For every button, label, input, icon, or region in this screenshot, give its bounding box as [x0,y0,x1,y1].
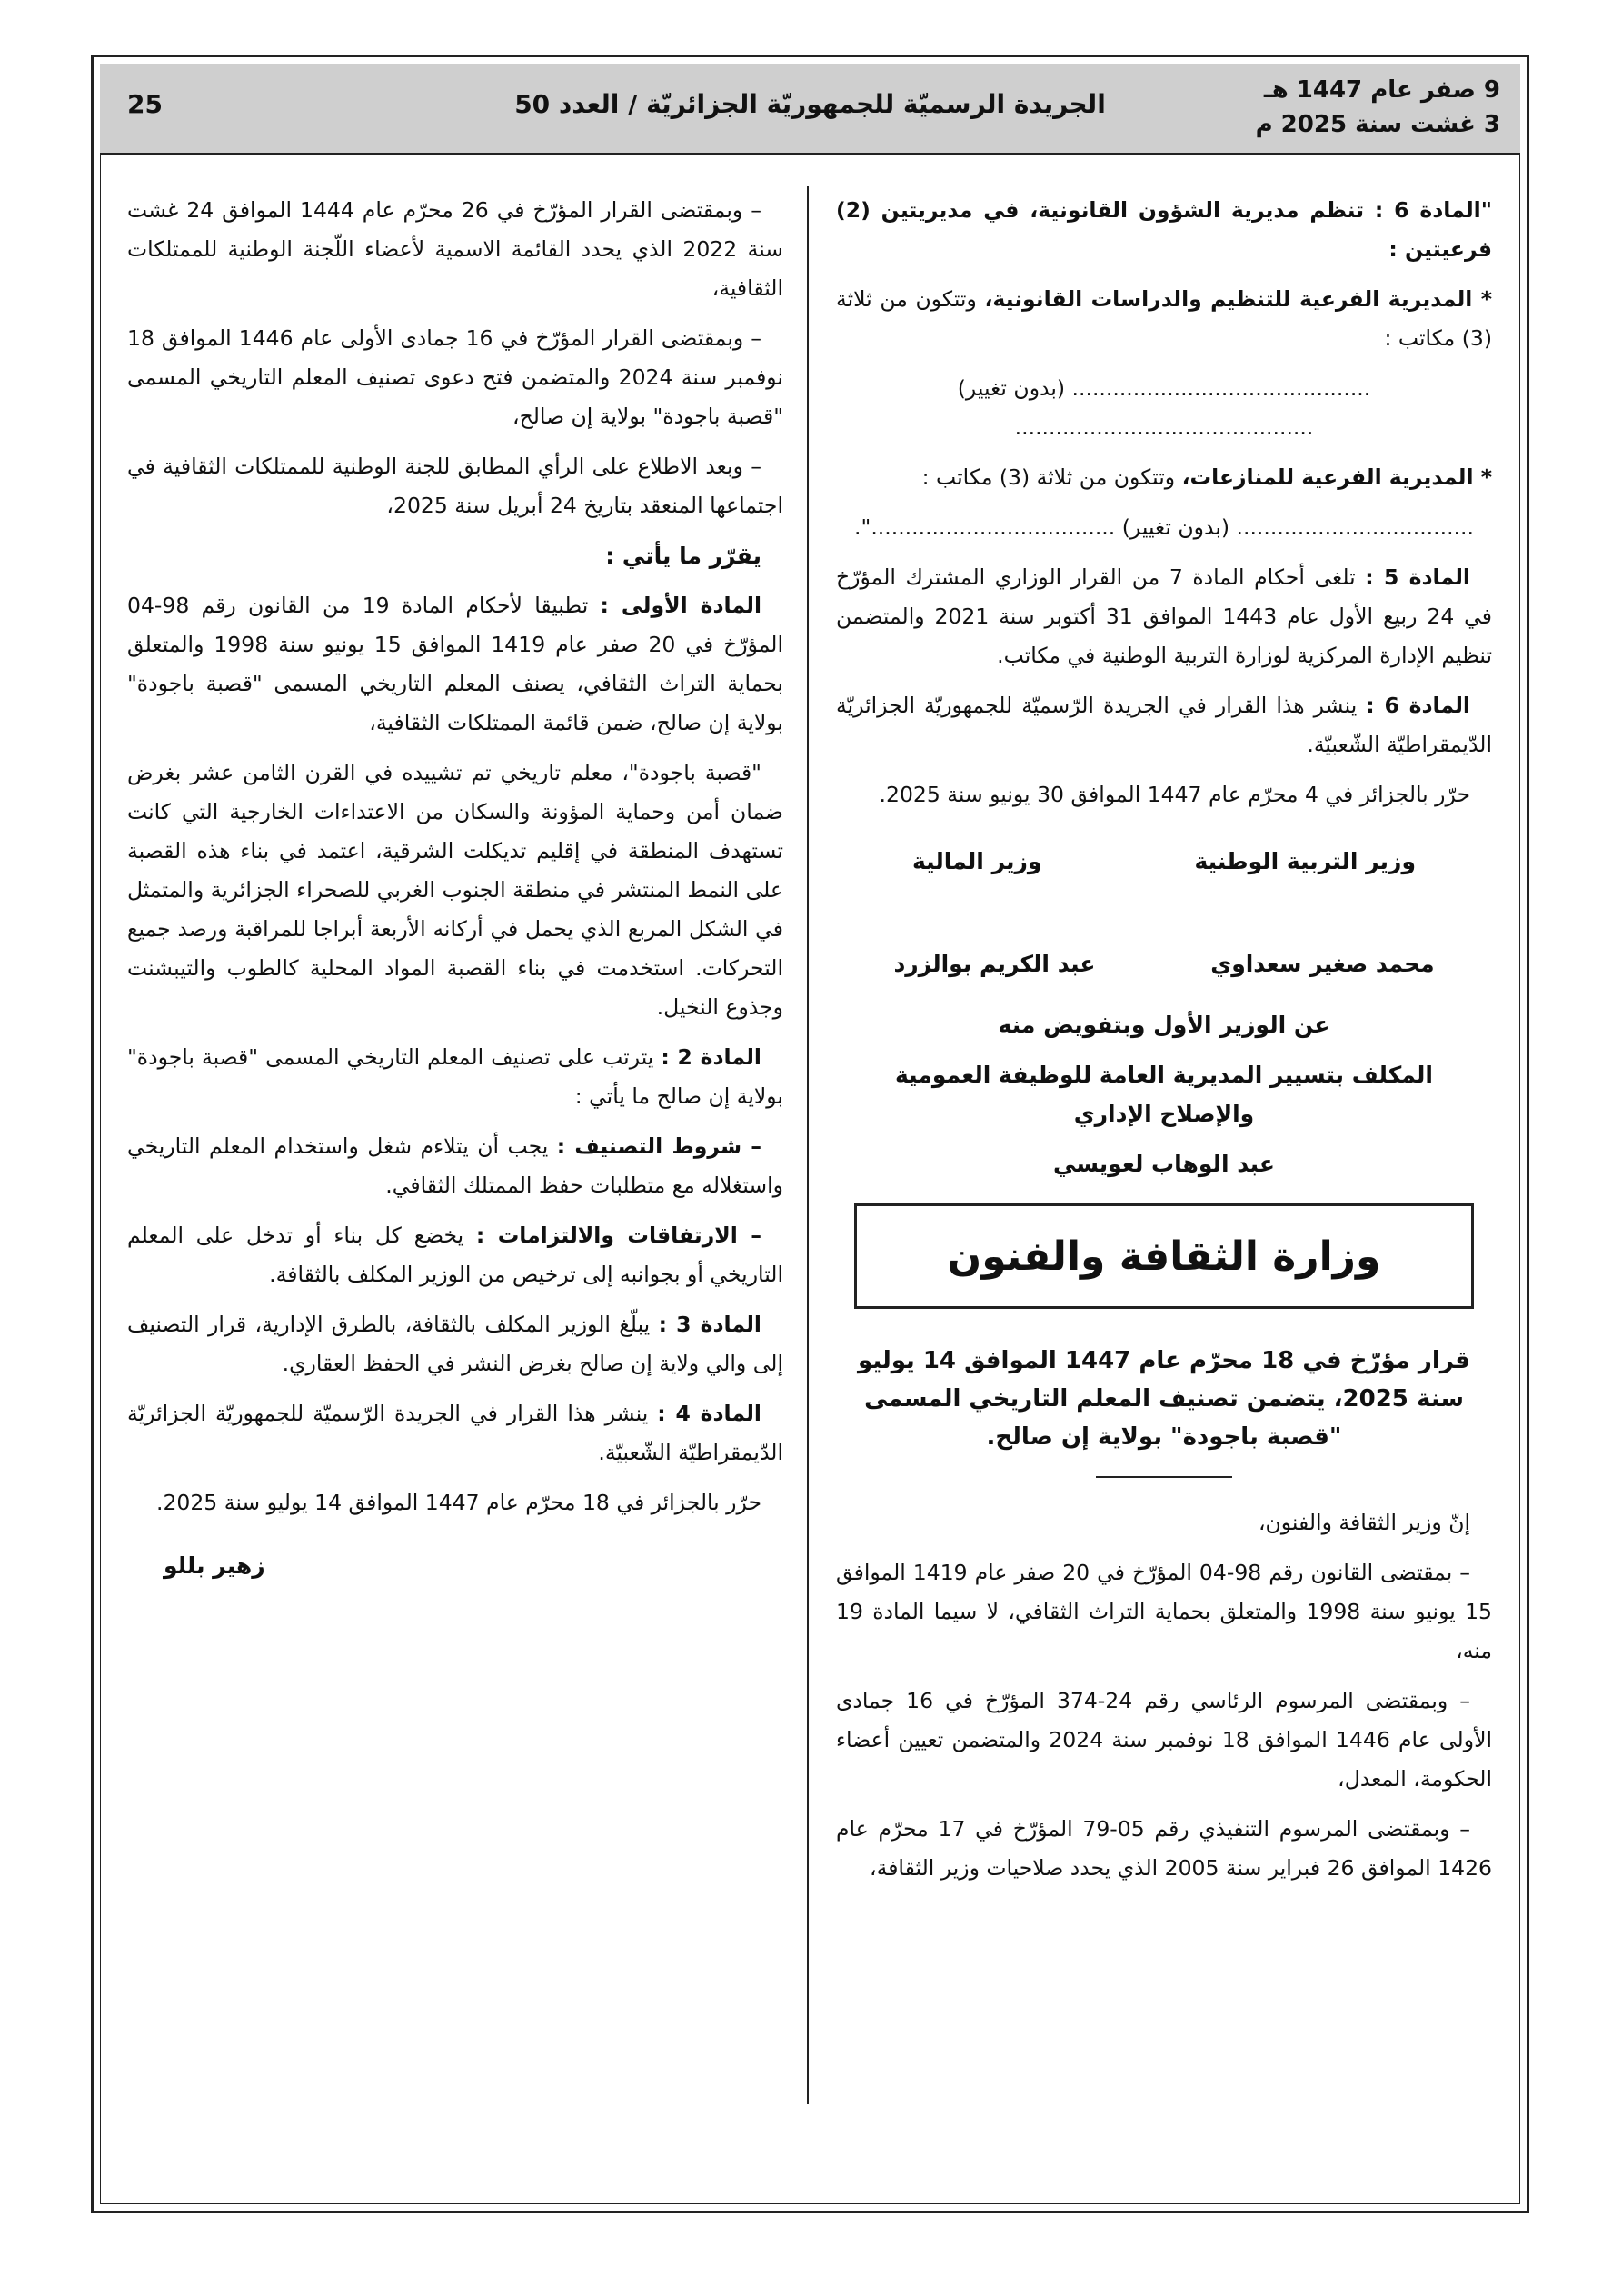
ministry-heading-box [854,1203,1474,1309]
journal-title: الجريدة الرسميّة للجمهوريّة الجزائريّة / العدد 50 [514,89,1106,119]
article-2 [127,1038,783,1116]
article-3-label: المادة 3 : [658,1312,761,1337]
minister-names [836,944,1492,983]
left-column [127,191,783,1585]
gregorian-date: 3 غشت سنة 2025 م [1255,111,1500,138]
article-4 [127,1394,783,1472]
signer-name: زهير بللو [164,1552,265,1579]
article-3-text: يبلّغ الوزير المكلف بالثقافة، بالطرق الإدارية، قرار التصنيف إلى والي ولاية إن صالح بغرض النشر في الحفظ العقاري. [127,1312,783,1376]
visa-4: – وبمقتضى القرار المؤرّخ في 26 محرّم عام 1444 الموافق 24 غشت سنة 2022 الذي يحدد القائمة الاسمية لأعضاء اللّجنة الوطنية للممتلكات الثقافية، [127,197,784,301]
minister-education-name: محمد صغير سعداوي [1210,951,1435,977]
decides-heading: يقرّر ما يأتي : [605,543,761,569]
sub-directorate-1 [836,280,1492,358]
minister-finance-name: عبد الكريم بوالزرد [893,951,1096,977]
right-column [836,191,1492,1899]
article-1-label: المادة الأولى : [600,593,761,618]
sub-directorate-2 [836,458,1492,497]
minister-finance-title: وزير المالية [912,848,1042,874]
servitudes-text: يخضع كل بناء أو تدخل على المعلم التاريخي أو بجوانبه إلى ترخيص من الوزير المكلف بالثقافة. [127,1223,783,1287]
visa-3: – وبمقتضى المرسوم التنفيذي رقم 05-79 المؤرّخ في 17 محرّم عام 1426 الموافق 26 فبراير سنة 2005 الذي يحدد صلاحيات وزير الثقافة، [836,1816,1492,1881]
article-5-label: المادة 5 : [1365,564,1470,590]
delegate-name: عبد الوهاب لعويسي [1053,1151,1275,1177]
article-6-text: ينشر هذا القرار في الجريدة الرّسميّة للجمهوريّة الجزائريّة الدّيمقراطيّة الشّعبيّة. [836,693,1492,757]
sub-directorate-2-text: وتتكون من ثلاثة (3) مكاتب : [921,464,1182,490]
article-4-text: ينشر هذا القرار في الجريدة الرّسميّة للجمهوريّة الجزائريّة الدّيمقراطيّة الشّعبيّة. [127,1401,783,1465]
conditions-label: – شروط التصنيف : [556,1133,762,1159]
article-1 [127,586,783,743]
hijri-date: 9 صفر عام 1447 هـ [1263,76,1500,104]
minister-education-title: وزير التربية الوطنية [1194,848,1416,874]
sub-directorate-1-text: وتتكون من ثلاثة (3) مكاتب : [836,286,1492,351]
servitudes-label: – الارتفاقات والالتزامات : [475,1223,761,1248]
minister-titles [836,842,1492,881]
servitudes-obligations [127,1216,783,1294]
ministry-heading: وزارة الثقافة والفنون [947,1233,1381,1280]
article-3 [127,1305,783,1383]
sub-directorate-1-title: * المديرية الفرعية للتنظيم والدراسات القانونية، [984,286,1492,312]
article-5-text: تلغى أحكام المادة 7 من القرار الوزاري المشترك المؤرّخ في 24 ربيع الأول عام 1443 الموافق 31 أكتوبر سنة 2021 والمتضمن تنظيم الإدارة المركزية لوزارة التربية الوطنية في مكاتب. [836,564,1493,668]
article-6-heading: "المادة 6 : تنظم مديرية الشؤون القانونية، في مديريتين (2) فرعيتين : [836,197,1492,262]
classification-conditions [127,1127,783,1205]
conditions-text: يجب أن يتلاءم شغل واستخدام المعلم التاريخي واستغلاله مع متطلبات حفظ الممتلك الثقافي. [127,1133,783,1198]
article-5 [836,558,1492,675]
title-rule [1096,1476,1232,1478]
article-1-text: تطبيقا لأحكام المادة 19 من القانون رقم 98-04 المؤرّخ في 20 صفر عام 1419 الموافق 15 يونيو سنة 1998 والمتعلق بحماية التراث الثقافي، يصنف المعلم التاريخي المسمى "قصبة باجودة" بولاية إن صالح، ضمن قائمة الممتلكات الثقافية، [127,593,783,735]
article-6-label: المادة 6 : [1366,693,1470,718]
issued-line-left: حرّر بالجزائر في 18 محرّم عام 1447 الموافق 14 يوليو سنة 2025. [155,1490,761,1515]
issued-line-right: حرّر بالجزائر في 4 محرّم عام 1447 الموافق 30 يونيو سنة 2025. [879,782,1470,807]
journal-header [100,64,1520,155]
no-change-line-1: ............................................ (بدون تغيير) ............................................ [957,375,1371,440]
article-2-label: المادة 2 : [661,1044,761,1070]
sub-directorate-2-title: * المديرية الفرعية للمنازعات، [1181,464,1492,490]
decree-intro: إنّ وزير الثقافة والفنون، [1258,1510,1470,1535]
article-6-publication [836,686,1492,764]
delegation-role: المكلف بتسيير المديرية العامة للوظيفة العمومية والإصلاح الإداري [894,1062,1433,1127]
delegation-line: عن الوزير الأول وبتفويض منه [998,1012,1330,1038]
article-2-text: يترتب على تصنيف المعلم التاريخي المسمى "قصبة باجودة" بولاية إن صالح ما يأتي : [127,1044,783,1109]
page-number: 25 [127,89,163,119]
decree-title: قرار مؤرّخ في 18 محرّم عام 1447 الموافق 14 يوليو سنة 2025، يتضمن تصنيف المعلم التاريخي المسمى "قصبة باجودة" بولاية إن صالح. [858,1347,1470,1451]
column-divider [807,186,809,2104]
monument-description: "قصبة باجودة"، معلم تاريخي تم تشييده في القرن الثامن عشر بغرض ضمان أمن وحماية المؤونة والسكان من الاعتداءات الخارجية التي كانت تستهدف المنطقة في إقليم تديكلت الشرقية، اعتمد في بناء هذه القصبة على النمط المنتشر في منطقة الجنوب الغربي للصحراء الجزائرية والمتمثل في الشكل المربع الذي يحمل في أركانه الأربعة أبراجا للمراقبة ورصد جميع التحركات. استخدمت في بناء القصبة المواد المحلية كالطوب والتيبشنت وجذوع النخيل. [127,760,783,1020]
visa-6: – وبعد الاطلاع على الرأي المطابق للجنة الوطنية للممتلكات الثقافية في اجتماعها المنعقد بتاريخ 24 أبريل سنة 2025، [127,454,783,518]
visa-2: – وبمقتضى المرسوم الرئاسي رقم 24-374 المؤرّخ في 16 جمادى الأولى عام 1446 الموافق 18 نوفمبر سنة 2024 والمتضمن تعيين أعضاء الحكومة، المعدل، [836,1688,1493,1792]
visa-5: – وبمقتضى القرار المؤرّخ في 16 جمادى الأولى عام 1446 الموافق 18 نوفمبر سنة 2024 والمتضمن فتح دعوى تصنيف المعلم التاريخي المسمى "قصبة باجودة" بولاية إن صالح، [127,325,783,429]
article-4-label: المادة 4 : [657,1401,761,1426]
no-change-line-2: ................................... (بدون تغيير) ....................................". [854,514,1474,540]
visa-1: – بمقتضى القانون رقم 98-04 المؤرّخ في 20 صفر عام 1419 الموافق 15 يونيو سنة 1998 والمتعلق بحماية التراث الثقافي، لا سيما المادة 19 منه، [836,1560,1492,1663]
